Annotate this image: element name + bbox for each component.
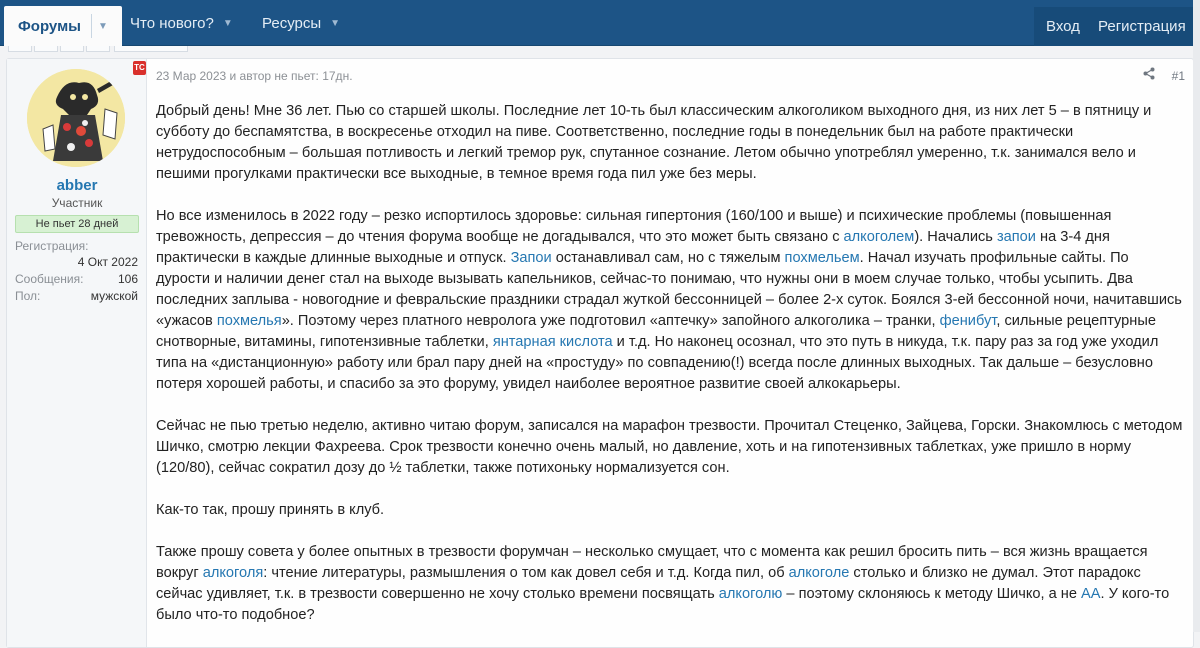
messages-label: Сообщения:	[15, 272, 84, 286]
keyword-link[interactable]: янтарная кислота	[492, 334, 613, 350]
post-text: Но все изменилось в 2022 году – резко испортилось здоровье: сильная гипертония (160/100 и выше) и психические проблемы (повышенная тревожность, депрессия – до чтения форума вообще не догадывался, что это может быть связано с	[156, 208, 1112, 245]
post-number[interactable]: #1	[1171, 69, 1185, 83]
share-icon[interactable]	[1143, 67, 1155, 83]
nav-tab-resources[interactable]	[248, 0, 354, 46]
nav-tab-whats-new[interactable]	[116, 0, 247, 46]
user-title: Участник	[51, 196, 103, 210]
keyword-link[interactable]: алкоголем	[843, 229, 915, 245]
gender-label: Пол:	[15, 289, 41, 303]
post-text: , сильные рецептурные снотворные, витамины, гипотензивные таблетки,	[156, 313, 1156, 350]
sub-navbar-tabs	[8, 46, 190, 52]
post-text: и т.д. Но наконец осознал, что это путь в никуда, т.к. пару раз за год уже уходил типа на «дистанционную» работу или брал пару дней на «простуду» по совпадению(!) всегда после длинных выходных. Так дальше – безусловно потеря хорошей работы, и спасибо за это форуму, увидел наиболее вероятное развитие своей алкокарьеры.	[156, 334, 1159, 392]
sub-tab[interactable]	[86, 46, 110, 52]
post-text: на 3-4 дня практически в каждые длинные выходные и отпуск.	[156, 229, 1110, 266]
post-user-column	[7, 59, 147, 647]
post-date[interactable]: 23 Мар 2023 и автор не пьет: 17дн.	[156, 69, 353, 83]
keyword-link[interactable]: Запои	[510, 250, 552, 266]
post-paragraph: Как-то так, прошу принять в клуб.	[156, 502, 385, 518]
sober-days-badge: Не пьет 28 дней	[15, 215, 139, 233]
registration-value: 4 Окт 2022	[77, 255, 138, 269]
keyword-link[interactable]: запои	[996, 229, 1036, 245]
messages-value: 106	[117, 272, 138, 286]
nav-tab-forums-label: Форумы	[18, 17, 81, 35]
login-label: Вход	[1046, 18, 1080, 35]
forum-post	[6, 58, 1194, 648]
chevron-down-icon: ▼	[222, 17, 233, 29]
keyword-link[interactable]: алкоголю	[718, 586, 783, 602]
topic-creator-badge: TC	[133, 61, 146, 75]
chevron-down-icon[interactable]: ▼	[91, 14, 108, 38]
registration-label: Регистрация:	[15, 239, 89, 253]
nav-tab-forums[interactable]	[4, 6, 122, 46]
top-navbar	[0, 0, 1200, 46]
post-paragraph: Добрый день! Мне 36 лет. Пью со старшей школы. Последние лет 10-ть был классическим алкоголиком выходного дня, из них лет 5 – в пятницу и субботу до беспамятства, в воскресенье отходил на пиве. Соответственно, последние годы в понедельник был на работе практически нетрудоспособным – большая потливость и легкий тремор рук, спутанное сознание. Летом обычно употреблял умеренно, т.к. занимался вело и пешими прогулками практически все выходные, в темное время года пил уже без меры.	[156, 103, 1152, 182]
avatar[interactable]	[27, 69, 125, 167]
register-button[interactable]	[1086, 7, 1194, 46]
keyword-link[interactable]: алкоголе	[788, 565, 850, 581]
sub-tab[interactable]	[114, 46, 188, 52]
post-text: . У кого-то было что-то подобное?	[156, 586, 1170, 623]
post-text: столько и близко не думал. Этот парадокс сейчас удивляет, т.к. в трезвости совершенно не хочу столько времени посвящать	[156, 565, 1141, 602]
chevron-down-icon: ▼	[330, 17, 341, 29]
post-text: останавливал сам, но с тяжелым	[551, 250, 785, 266]
gender-value: мужской	[90, 289, 138, 303]
sub-tab[interactable]	[60, 46, 84, 52]
username[interactable]: abber	[56, 177, 98, 194]
keyword-link[interactable]: похмельем	[784, 250, 860, 266]
post-paragraph	[156, 542, 1186, 626]
post-text: : чтение литературы, размышления о том как довел себя и т.д. Когда пил, об	[263, 565, 789, 581]
avatar-image	[27, 69, 125, 167]
keyword-link[interactable]: АА	[1081, 586, 1101, 602]
keyword-link[interactable]: похмелья	[216, 313, 282, 329]
post-text: Также прошу совета у более опытных в трезвости форумчан – несколько смущает, что с момента как решил бросить пить – вся жизнь вращается вокруг	[156, 544, 1148, 581]
keyword-link[interactable]: фенибут	[939, 313, 997, 329]
nav-tab-whats-new-label: Что нового?	[130, 14, 214, 32]
post-paragraph	[156, 206, 1186, 395]
nav-tab-resources-label: Ресурсы	[262, 14, 322, 32]
keyword-link[interactable]: алкоголя	[202, 565, 264, 581]
post-text: ). Начались	[914, 229, 997, 245]
post-paragraph: Сейчас не пью третью неделю, активно читаю форум, записался на марафон трезвости. Прочитал Стеценко, Зайцева, Горски. Знакомлюсь с методом Шичко, смотрю лекции Фахреева. Срок трезвости конечно очень малый, но давление, хоть и на гипотензивных таблетках, уже пришло в норму (120/80), сейчас сократил дозу до ½ таблетки, также потихоньку нормализуется сон.	[156, 418, 1183, 476]
post-text: . Начал изучать профильные сайты. По дурости и наличии денег стал на выходе вызывать капельников, сейчас-то понимаю, что нужны они в моем случае только, чтобы усыпить. Два последних заплыва - новогодние и февральские праздники страдал жуткой бессонницей – более 2-х суток. Боялся 3-ей бессонной ночи, начитавшись «ужасов	[156, 250, 1182, 329]
post-text: – поэтому склоняюсь к методу Шичко, а не	[782, 586, 1082, 602]
sub-tab[interactable]	[34, 46, 58, 52]
login-button[interactable]	[1034, 7, 1092, 46]
scrollbar[interactable]	[1193, 0, 1200, 632]
register-label: Регистрация	[1098, 18, 1186, 35]
post-main	[148, 59, 1193, 647]
post-text: ». Поэтому через платного невролога уже подготовил «аптечку» запойного алкоголика – транки,	[281, 313, 940, 329]
post-body	[156, 101, 1186, 647]
sub-tab[interactable]	[8, 46, 32, 52]
